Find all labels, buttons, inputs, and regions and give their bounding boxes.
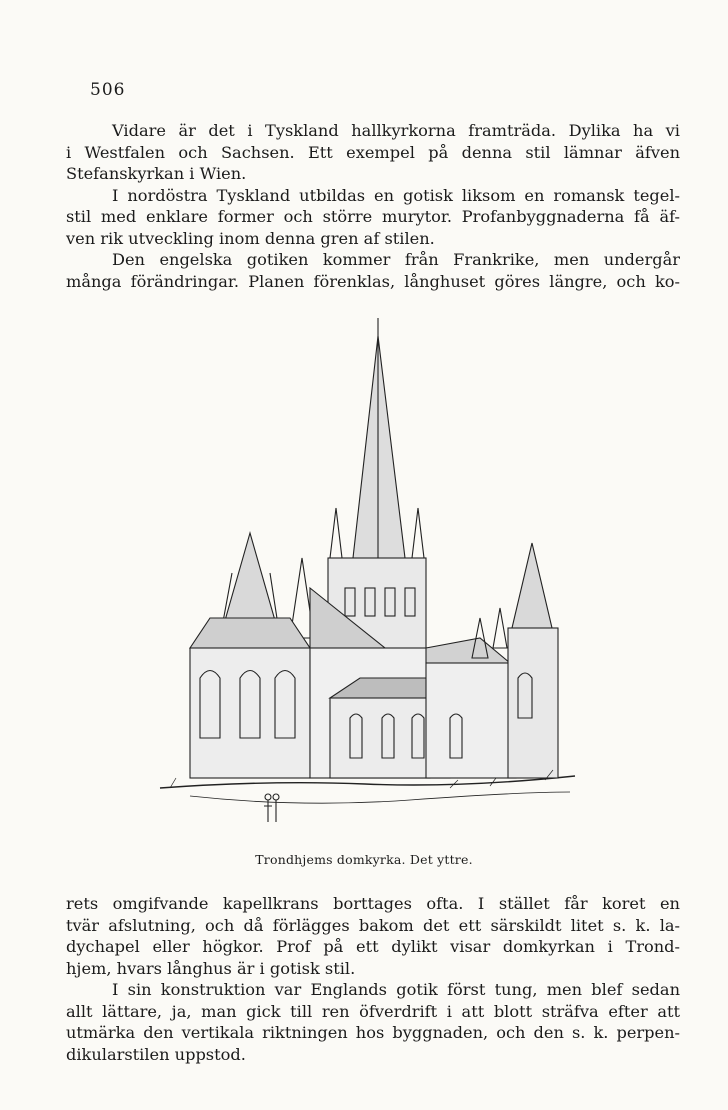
- text-line: tvär afslutning, och då förlägges bakom det ett särskildt litet s. k. la-: [66, 915, 680, 935]
- text-line: hjem, hvars långhus är i gotisk stil.: [66, 958, 356, 978]
- text-line: Stefanskyrkan i Wien.: [66, 164, 247, 183]
- text-line: i Westfalen och Sachsen. Ett exempel på denna stil lämnar äfven: [66, 142, 680, 162]
- text-line: rets omgifvande kapellkrans borttages ofta. I stället får koret en: [66, 894, 680, 913]
- text-line: I nordöstra Tyskland utbildas en gotisk liksom en romansk tegel-: [112, 185, 680, 205]
- figure-caption: Trondhjems domkyrka. Det yttre.: [255, 852, 473, 867]
- page-number: 506: [90, 80, 126, 100]
- cathedral-illustration: [150, 318, 580, 838]
- text-line: Vidare är det i Tyskland hallkyrkorna framträda. Dylika ha vi: [112, 121, 680, 140]
- body-text-bottom: [66, 893, 680, 1065]
- text-line: stil med enklare former och större murytor. Profanbyggnaderna få äf-: [66, 207, 680, 226]
- text-line: I sin konstruktion var Englands gotik först tung, men blef sedan: [112, 980, 680, 999]
- body-text-top: [66, 120, 680, 292]
- text-line: dikularstilen uppstod.: [66, 1044, 246, 1064]
- text-line: många förändringar. Planen förenklas, långhuset göres längre, och ko-: [66, 271, 680, 291]
- text-line: allt lättare, ja, man gick till ren öfverdrift i att blott sträfva efter att: [66, 1001, 680, 1021]
- text-line: dychapel eller högkor. Prof på ett dylikt visar domkyrkan i Trond-: [66, 937, 680, 956]
- text-line: utmärka den vertikala riktningen hos byggnaden, och den s. k. perpen-: [66, 1023, 680, 1042]
- text-line: ven rik utveckling inom denna gren af stilen.: [66, 228, 435, 248]
- text-line: Den engelska gotiken kommer från Frankrike, men undergår: [112, 250, 680, 269]
